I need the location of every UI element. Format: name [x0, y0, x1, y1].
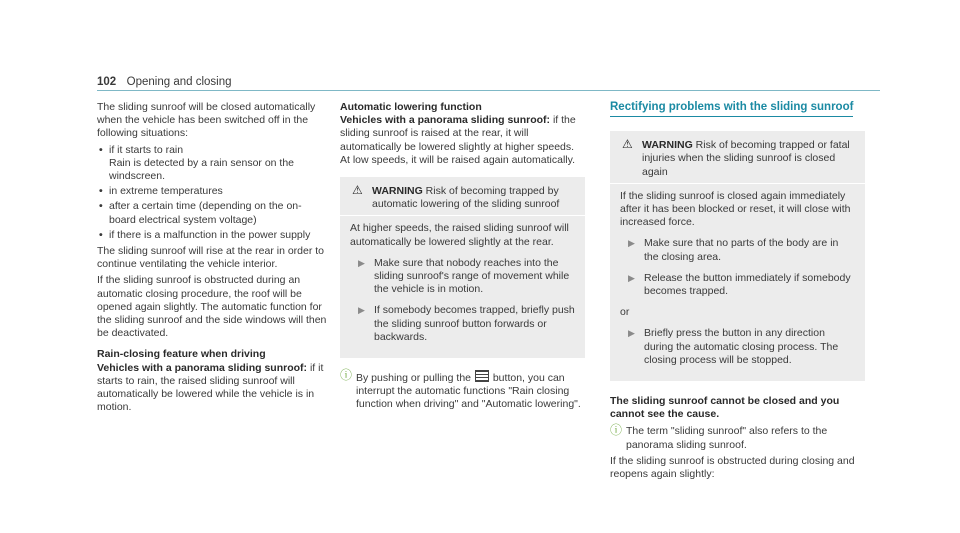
column-left — [97, 101, 327, 417]
column-middle — [340, 101, 585, 412]
rain-closing-text: if it starts to rain, the raised sliding sunroof will automatically be lowered while the vehicle is in motion. — [97, 361, 324, 414]
list-item: • in extreme temperatures — [99, 185, 223, 198]
info-note: ⓘ The term "sliding sunroof" also refers to the panorama sliding sunroof. — [610, 423, 828, 451]
warning-box — [610, 131, 865, 381]
info-note: ⓘ By pushing or pulling the button, you can interrupt the automatic functions "Rain closing function when driving" and "Automatic lowering". — [340, 368, 581, 411]
cannot-close-heading: The sliding sunroof cannot be closed and you cannot see the cause. — [610, 395, 840, 421]
instruction-step: ▶ Briefly press the button in any direction during the automatic closing process. The closing process will be stopped. — [628, 327, 839, 366]
warning-triangle-icon: ⚠ — [622, 137, 633, 152]
rain-closing-heading: Rain-closing feature when driving — [97, 348, 266, 361]
list-item: • if it starts to rain Rain is detected by a rain sensor on the windscreen. — [99, 143, 295, 183]
arrow-right-icon: ▶ — [628, 272, 635, 283]
page-number: 102 — [97, 76, 117, 88]
or-label: or — [620, 306, 630, 319]
warning-triangle-icon: ⚠ — [352, 183, 363, 198]
obstructed-paragraph: If the sliding sunroof is obstructed during closing and reopens again slightly: — [610, 454, 855, 481]
intro-paragraph: The sliding sunroof will be closed automatically when the vehicle has been switched off in the following situations: — [97, 101, 316, 140]
section-title: Opening and closing — [126, 76, 232, 88]
situations-list — [97, 144, 327, 242]
instruction-step: ▶ Make sure that nobody reaches into the sliding sunroof's range of movement while the vehicle is in motion. — [358, 256, 570, 296]
warning-label: WARNING — [642, 139, 693, 152]
list-item: • if there is a malfunction in the power supply — [99, 228, 311, 241]
warning-body: If the sliding sunroof is closed again immediately after it has been blocked or reset, it will close with increased force. — [620, 189, 851, 229]
auto-lowering-heading: Automatic lowering function — [340, 101, 482, 113]
arrow-right-icon: ▶ — [628, 328, 635, 339]
warning-label: WARNING — [372, 185, 423, 198]
vehicle-variant-label: Vehicles with a panorama sliding sunroof: — [97, 361, 308, 374]
info-icon: ⓘ — [610, 423, 623, 438]
auto-lowering-text: if the sliding sunroof is raised at the rear, it will automatically be lowered slightly at higher speeds. At low speeds, it will be raised again automatically. — [340, 114, 576, 166]
obstruction-paragraph: If the sliding sunroof is obstructed during an automatic closing procedure, the roof will be opened again slightly. The automatic function for the sliding sunroof and the side windows will then be deactivated. — [97, 274, 327, 340]
warning-box — [340, 177, 585, 358]
list-item: • after a certain time (depending on the on-board electrical system voltage) — [99, 200, 302, 226]
instruction-step: ▶ If somebody becomes trapped, briefly push the sliding sunroof button forwards or backwards. — [358, 304, 575, 343]
info-icon: ⓘ — [340, 368, 353, 383]
sunroof-button-icon — [475, 370, 489, 382]
arrow-right-icon: ▶ — [358, 305, 365, 316]
arrow-right-icon: ▶ — [358, 257, 365, 268]
ventilation-paragraph: The sliding sunroof will rise at the rear in order to continue ventilating the vehicle interior. — [97, 245, 325, 271]
warning-text: Risk of becoming trapped or fatal injuries when the sliding sunroof is closed again — [642, 139, 850, 178]
page-header — [97, 72, 880, 91]
column-right — [610, 101, 865, 484]
troubleshooting-title: Rectifying problems with the sliding sunroof — [610, 101, 853, 117]
arrow-right-icon: ▶ — [628, 238, 635, 249]
instruction-step: ▶ Make sure that no parts of the body are in the closing area. — [628, 237, 839, 263]
warning-body: At higher speeds, the raised sliding sunroof will automatically be lowered slightly at the rear. — [350, 222, 569, 248]
instruction-step: ▶ Release the button immediately if somebody becomes trapped. — [628, 271, 851, 298]
warning-text: Risk of becoming trapped by automatic lowering of the sliding sunroof — [372, 185, 560, 211]
vehicle-variant-label: Vehicles with a panorama sliding sunroof: — [340, 114, 551, 127]
